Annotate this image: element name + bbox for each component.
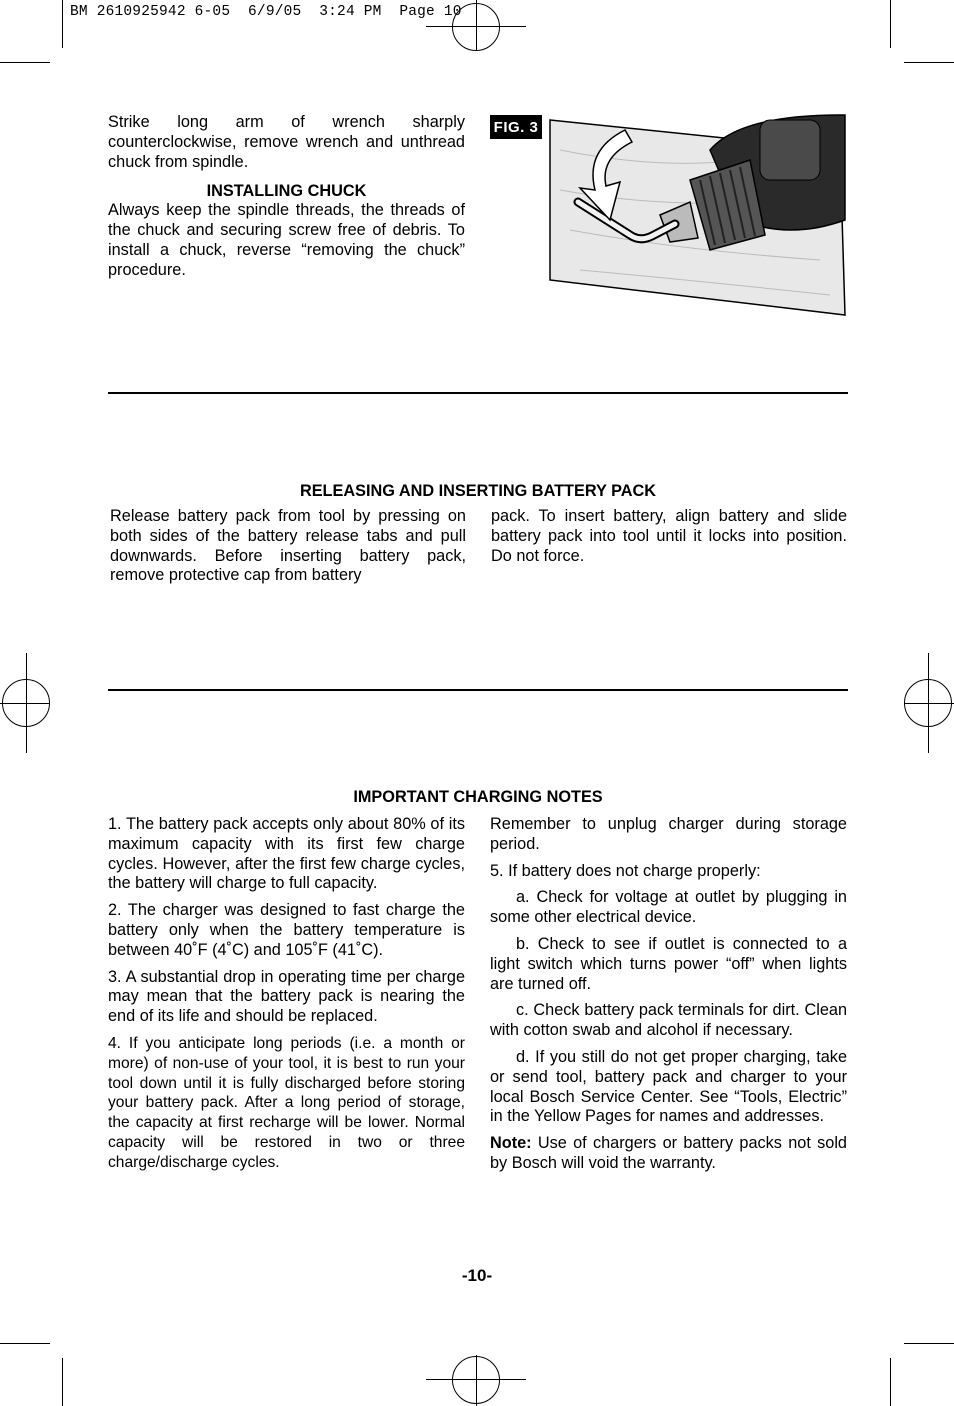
section-divider: [108, 689, 848, 691]
warranty-note: [490, 1134, 847, 1174]
note-4-continued: Remember to unplug charger during storage period.: [490, 815, 847, 853]
crop-mark: [904, 62, 954, 63]
note-1: 1. The battery pack accepts only about 80% of its maximum capacity with its first few charge cycles. However, after the first few charge cycles, the battery will charge to full capacity.: [108, 815, 465, 893]
note-text: Use of chargers or battery packs not sold by Bosch will void the warranty.: [490, 1134, 847, 1172]
battery-text-col1: Release battery pack from tool by pressing on both sides of the battery release tabs and pull downwards. Before inserting battery pack, remove protective cap from battery: [110, 507, 466, 585]
note-2: 2. The charger was designed to fast charge the battery only when the battery temperature is between 40˚F (4˚C) and 105˚F (41˚C).: [108, 901, 465, 959]
installing-chuck-heading: INSTALLING CHUCK: [206, 182, 367, 201]
crop-mark: [904, 1343, 954, 1344]
note-5b: b. Check to see if outlet is connected to a light switch which turns power “off” when lights are turned off.: [490, 934, 847, 993]
section-divider: [108, 392, 848, 394]
top-text-column: [108, 113, 465, 281]
crop-mark: [62, 0, 63, 48]
drill-chuck-illustration: [540, 110, 850, 320]
charging-notes-heading: IMPORTANT CHARGING NOTES: [353, 788, 603, 806]
crop-mark: [890, 0, 891, 48]
crop-mark: [0, 1343, 50, 1344]
charging-col1: [108, 815, 465, 1180]
page-number: -10-: [461, 1266, 493, 1285]
note-5c: c. Check battery pack terminals for dirt. Clean with cotton swab and alcohol if necessary.: [490, 1001, 847, 1040]
note-3: 3. A substantial drop in operating time per charge may mean that the battery pack is nearing the end of its life and should be replaced.: [108, 967, 465, 1026]
crop-mark: [0, 62, 50, 63]
installing-chuck-text: Always keep the spindle threads, the threads of the chuck and securing screw free of debris. To install a chuck, reverse “removing the chuck” procedure.: [108, 201, 465, 279]
note-5d: d. If you still do not get proper charging, take or send tool, battery pack and charger to your local Bosch Service Center. See “Tools, Electric” in the Yellow Pages for names and addresses.: [490, 1047, 847, 1126]
figure-label: FIG. 3: [490, 115, 542, 139]
battery-section-heading: RELEASING AND INSERTING BATTERY PACK: [299, 482, 657, 500]
note-label: Note:: [490, 1134, 532, 1153]
note-5a: a. Check for voltage at outlet by plugging in some other electrical device.: [490, 888, 847, 927]
crop-mark: [62, 1358, 63, 1406]
crop-mark: [890, 1358, 891, 1406]
battery-text-col2: pack. To insert battery, align battery and slide battery pack into tool until it locks into position. Do not force.: [491, 507, 847, 565]
note-4: 4. If you anticipate long periods (i.e. a month or more) of non-use of your tool, it is best to run your tool down until it is fully discharged before storing your battery pack. After a long period of storage, the capacity at first recharge will be lower. Normal capacity will be restored in two or three charge/discharge cycles.: [108, 1034, 465, 1171]
note-5: 5. If battery does not charge properly:: [490, 861, 761, 880]
print-slug: BM 2610925942 6-05 6/9/05 3:24 PM Page 10: [70, 4, 462, 20]
charging-col2: [490, 815, 847, 1181]
wrench-instruction: Strike long arm of wrench sharply counterclockwise, remove wrench and unthread chuck from spindle.: [108, 113, 465, 171]
